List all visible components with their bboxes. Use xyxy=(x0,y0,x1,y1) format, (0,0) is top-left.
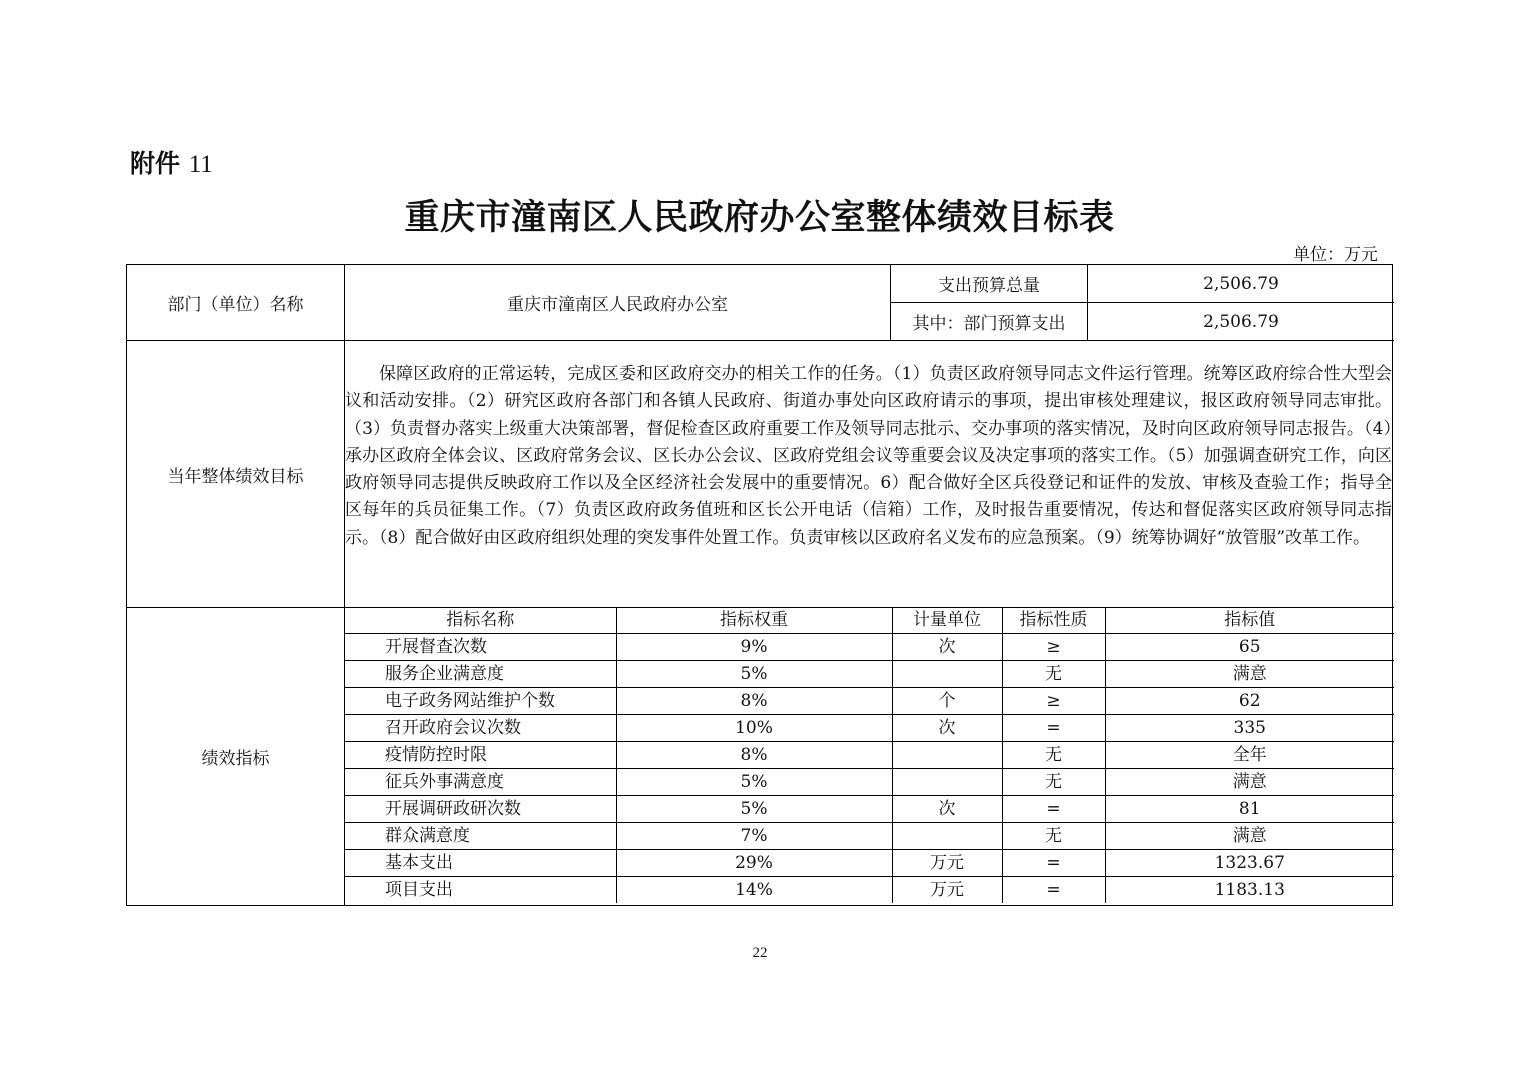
table-row xyxy=(345,850,1394,877)
indicator-name: 服务企业满意度 xyxy=(345,661,616,688)
indicator-unit: 次 xyxy=(892,634,1002,661)
indicator-weight: 5% xyxy=(616,769,892,796)
indicator-unit: 次 xyxy=(892,715,1002,742)
indicator-weight: 5% xyxy=(616,796,892,823)
indicator-nature: = xyxy=(1002,796,1105,823)
indicator-name: 征兵外事满意度 xyxy=(345,769,616,796)
indicator-value: 1323.67 xyxy=(1105,850,1394,877)
indicator-nature: = xyxy=(1002,715,1105,742)
indicator-nature: ≥ xyxy=(1002,688,1105,715)
indicator-unit: 个 xyxy=(892,688,1002,715)
indicator-weight: 9% xyxy=(616,634,892,661)
page-number: 22 xyxy=(752,945,768,961)
budget-total-label: 支出预算总量 xyxy=(938,276,1040,296)
col-header-nature: 指标性质 xyxy=(1002,607,1105,634)
indicator-name: 疫情防控时限 xyxy=(345,742,616,769)
goal-description xyxy=(345,341,1394,607)
indicator-nature: ≥ xyxy=(1002,634,1105,661)
table-row xyxy=(345,634,1394,661)
attachment-number: 11 xyxy=(188,151,213,178)
col-header-unit: 计量单位 xyxy=(892,607,1002,634)
indicator-unit: 次 xyxy=(892,796,1002,823)
indicators-header-row xyxy=(345,607,1394,634)
indicator-unit: 万元 xyxy=(892,850,1002,877)
indicator-unit xyxy=(892,742,1002,769)
dept-value: 重庆市潼南区人民政府办公室 xyxy=(507,295,728,315)
indicator-value: 65 xyxy=(1105,634,1394,661)
indicator-value: 81 xyxy=(1105,796,1394,823)
indicator-value: 满意 xyxy=(1105,661,1394,688)
indicator-weight: 7% xyxy=(616,823,892,850)
indicator-unit xyxy=(892,769,1002,796)
indicator-name: 召开政府会议次数 xyxy=(345,715,616,742)
indicator-weight: 8% xyxy=(616,742,892,769)
indicator-unit xyxy=(892,661,1002,688)
indicator-unit: 万元 xyxy=(892,877,1002,904)
col-header-weight: 指标权重 xyxy=(616,607,892,634)
indicator-name: 电子政务网站维护个数 xyxy=(345,688,616,715)
attachment-word: 附件 xyxy=(130,149,181,178)
table-row xyxy=(345,661,1394,688)
budget-dept-value: 2,506.79 xyxy=(1203,311,1279,332)
indicators-table xyxy=(345,607,1394,903)
indicator-weight: 10% xyxy=(616,715,892,742)
indicator-unit xyxy=(892,823,1002,850)
indicator-value: 1183.13 xyxy=(1105,877,1394,904)
budget-total-value: 2,506.79 xyxy=(1203,273,1279,294)
indicator-weight: 14% xyxy=(616,877,892,904)
indicator-nature: 无 xyxy=(1002,823,1105,850)
table-row xyxy=(345,877,1394,904)
table-row xyxy=(345,742,1394,769)
indicator-nature: = xyxy=(1002,850,1105,877)
indicator-value: 335 xyxy=(1105,715,1394,742)
table-row xyxy=(345,769,1394,796)
indicator-nature: = xyxy=(1002,877,1105,904)
indicator-value: 全年 xyxy=(1105,742,1394,769)
indicator-nature: 无 xyxy=(1002,661,1105,688)
attachment-label xyxy=(130,144,213,180)
budget-dept-label: 其中：部门预算支出 xyxy=(912,314,1066,334)
table-row xyxy=(345,796,1394,823)
goal-text: 保障区政府的正常运转，完成区委和区政府交办的相关工作的任务。（1）负责区政府领导同志文件运行管理。统筹区政府综合性大型会议和活动安排。（2）研究区政府各部门和各镇人民政府、街道办事处向区政府请示的事项，提出审核处理建议，报区政府领导同志审批。 （3）负责督办落实上级重大决策部署，督促检查区政府重要工作及领导同志批示、交办事项的落实情况，及时向区政府领导同志报告。（4）承办区政府全体会议、区政府常务会议、区长办公会议、区政府党组会议等重要会议及决定事项的落实工作。（5）加强调查研究工作，向区政府领导同志提供反映政府工作以及全区经济社会发展中的重要情况。6）配合做好全区兵役登记和证件的发放、审核及查验工作；指导全区每年的兵员征集工作。（7）负责区政府政务值班和区长公开电话（信箱）工作，及时报告重要情况，传达和督促落实区政府领导同志指示。（8）配合做好由区政府组织处理的突发事件处置工作。负责审核以区政府名义发布的应急预案。（9）统筹协调好“放管服”改革工作。 xyxy=(345,364,1392,548)
goal-label: 当年整体绩效目标 xyxy=(167,466,304,487)
table-row xyxy=(345,688,1394,715)
indicator-name: 开展调研政研次数 xyxy=(345,796,616,823)
indicator-weight: 29% xyxy=(616,850,892,877)
indicator-name: 项目支出 xyxy=(345,877,616,904)
indicator-value: 满意 xyxy=(1105,823,1394,850)
table-row xyxy=(345,715,1394,742)
page-title: 重庆市潼南区人民政府办公室整体绩效目标表 xyxy=(404,197,1115,238)
indicator-name: 开展督查次数 xyxy=(345,634,616,661)
indicator-weight: 8% xyxy=(616,688,892,715)
indicators-label: 绩效指标 xyxy=(201,749,270,769)
indicator-nature: 无 xyxy=(1002,742,1105,769)
dept-label: 部门（单位）名称 xyxy=(167,295,304,315)
col-header-value: 指标值 xyxy=(1105,607,1394,634)
performance-table xyxy=(126,264,1393,906)
table-row xyxy=(345,823,1394,850)
indicator-weight: 5% xyxy=(616,661,892,688)
indicator-name: 群众满意度 xyxy=(345,823,616,850)
indicator-name: 基本支出 xyxy=(345,850,616,877)
indicator-value: 满意 xyxy=(1105,769,1394,796)
unit-note: 单位：万元 xyxy=(1293,245,1378,265)
indicator-nature: 无 xyxy=(1002,769,1105,796)
col-header-name: 指标名称 xyxy=(345,607,616,634)
indicator-value: 62 xyxy=(1105,688,1394,715)
